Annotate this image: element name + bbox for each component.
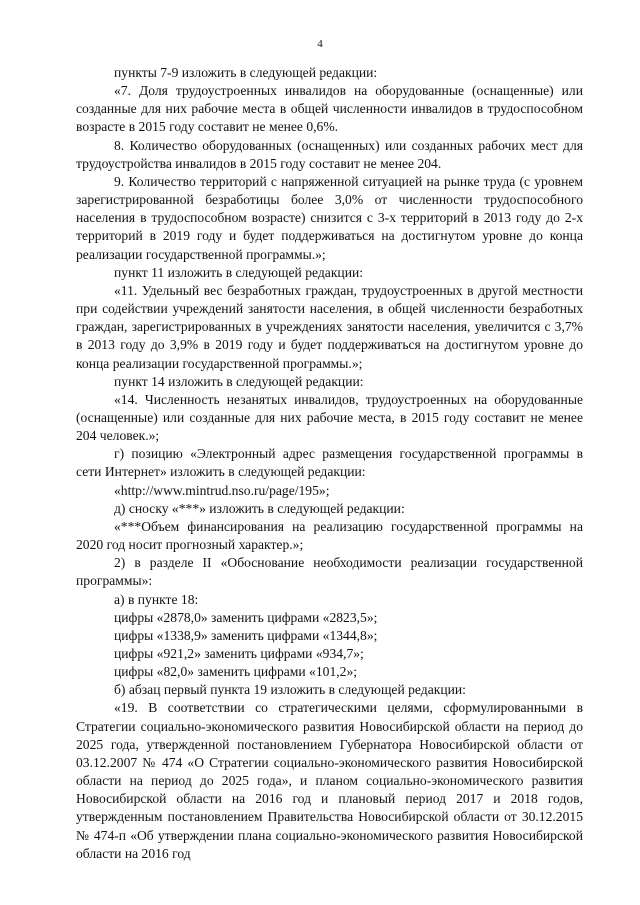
paragraph: «11. Удельный вес безработных граждан, трудоустроенных в другой местности при содействии учреждений занятости населения, в общей численности безработных граждан, зарегистрированных в учреждениях занятости населения, увеличится с 3,7% в 2013 году до 3,9% в 2019 году и будет поддерживаться на достигнутом уровне до конца реализации государственной программы.»;: [76, 282, 583, 371]
paragraph: г) позицию «Электронный адрес размещения государственной программы в сети Интернет» изложить в следующей редакции:: [76, 446, 583, 480]
paragraph: цифры «82,0» заменить цифрами «101,2»;: [114, 664, 358, 680]
paragraph: пункты 7-9 изложить в следующей редакции:: [114, 65, 378, 80]
paragraph: цифры «921,2» заменить цифрами «934,7»;: [114, 646, 364, 661]
paragraph: «14. Численность незанятых инвалидов, трудоустроенных на оборудованные (оснащенные) или созданные для них рабочие места, в 2015 году составит не менее 204 человек.»;: [76, 391, 583, 444]
paragraph: б) абзац первый пункта 19 изложить в следующей редакции:: [114, 682, 466, 698]
paragraph: пункт 14 изложить в следующей редакции:: [114, 373, 364, 389]
paragraph: «http://www.mintrud.nso.ru/page/195»;: [114, 482, 330, 498]
paragraph: цифры «2878,0» заменить цифрами «2823,5»;: [114, 609, 378, 625]
document-body: [76, 64, 583, 863]
paragraph: 9. Количество территорий с напряженной ситуацией на рынке труда (с уровнем зарегистрированной безработицы более 3,0% от численности трудоспособного населения в трудоспособном возрасте) снизится с 3-х территорий в 2013 году до 2-х территорий в 2019 году и будет поддерживаться на достигнутом уровне до конца реализации государственной программы.»;: [76, 173, 583, 262]
paragraph: цифры «1338,9» заменить цифрами «1344,8»;: [114, 627, 378, 643]
paragraph: а) в пункте 18:: [114, 591, 199, 607]
paragraph: «7. Доля трудоустроенных инвалидов на оборудованные (оснащенные) или созданные для них рабочие места в общей численности инвалидов в трудоспособном возрасте в 2015 году составит не менее 0,6%.: [76, 83, 583, 135]
paragraph: «***Объем финансирования на реализацию государственной программы на 2020 год носит прогнозный характер.»;: [76, 518, 583, 553]
paragraph: 8. Количество оборудованных (оснащенных) или созданных рабочих мест для трудоустройства инвалидов в 2015 году составит не менее 204.: [76, 137, 583, 171]
paragraph: 2) в разделе II «Обоснование необходимости реализации государственной программы»:: [76, 555, 583, 589]
paragraph: д) сноску «***» изложить в следующей редакции:: [114, 500, 405, 516]
paragraph: пункт 11 изложить в следующей редакции:: [114, 264, 364, 280]
paragraph: «19. В соответствии со стратегическими целями, сформулированными в Стратегии социально-экономического развития Новосибирской области на период до 2025 года, утвержденной постановлением Губернатора Новосибирской области от 03.12.2007 № 474 «О Стратегии социально-экономического развития Новосибирской области на период до 2025 года», и планом социально-экономического развития Новосибирской области на 2016 год и плановый период 2017 и 2018 годов, утвержденным постановлением Правительства Новосибирской области от 30.12.2015 № 474-п «Об утверждении плана социально-экономического развития Новосибирской области на 2016 год: [76, 700, 583, 861]
page-number: 4: [317, 38, 323, 50]
